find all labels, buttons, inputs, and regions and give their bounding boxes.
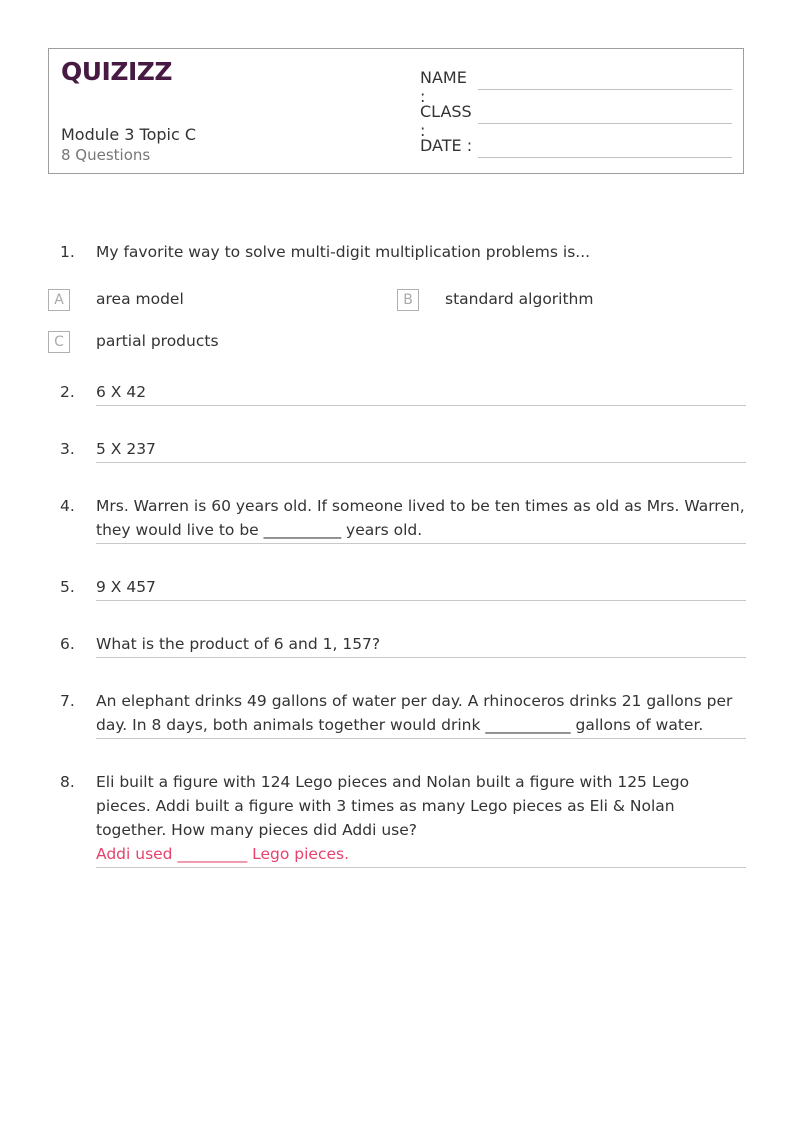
question-number: 5. xyxy=(60,578,75,596)
question-number: 4. xyxy=(60,497,75,515)
question-text[interactable]: Mrs. Warren is 60 years old. If someone lived to be ten times as old as Mrs. Warren, they would live to be __________ years old. xyxy=(96,494,746,544)
question-7 xyxy=(60,689,746,739)
name-field xyxy=(420,68,476,106)
question-4 xyxy=(60,494,746,544)
option-text: partial products xyxy=(96,332,219,350)
question-text: Eli built a figure with 124 Lego pieces and Nolan built a figure with 125 Lego pieces. Addi built a figure with 3 times as many Lego pieces as Eli & Nolan together. How many pieces did Addi use? xyxy=(96,773,690,839)
question-count: 8 Questions xyxy=(61,146,151,164)
worksheet-title: Module 3 Topic C xyxy=(61,125,197,144)
question-number: 6. xyxy=(60,635,75,653)
worksheet-header xyxy=(48,48,744,174)
question-text[interactable]: What is the product of 6 and 1, 157? xyxy=(96,632,746,658)
date-field xyxy=(420,136,476,155)
class-line[interactable] xyxy=(478,123,732,124)
question-number: 2. xyxy=(60,383,75,401)
question-2 xyxy=(60,380,746,406)
class-label: CLASS : xyxy=(420,102,472,140)
date-label: DATE : xyxy=(420,136,473,155)
question-text[interactable]: 9 X 457 xyxy=(96,575,746,601)
option-text: standard algorithm xyxy=(445,290,594,308)
date-line[interactable] xyxy=(478,157,732,158)
question-8 xyxy=(60,770,746,868)
name-line[interactable] xyxy=(478,89,732,90)
option-letter-box[interactable]: A xyxy=(48,289,70,311)
option-letter-box[interactable]: C xyxy=(48,331,70,353)
question-number: 1. xyxy=(60,243,75,261)
question-number: 3. xyxy=(60,440,75,458)
question-text-block[interactable] xyxy=(96,770,746,868)
question-6 xyxy=(60,632,746,658)
question-text: My favorite way to solve multi-digit multiplication problems is... xyxy=(96,243,591,261)
class-field xyxy=(420,102,476,140)
option-letter-box[interactable]: B xyxy=(397,289,419,311)
question-5 xyxy=(60,575,746,601)
question-1 xyxy=(60,240,746,265)
option-text: area model xyxy=(96,290,184,308)
answer-prompt: Addi used _________ Lego pieces. xyxy=(96,845,350,863)
question-3 xyxy=(60,437,746,463)
question-number: 8. xyxy=(60,773,75,791)
question-text[interactable]: 6 X 42 xyxy=(96,380,746,406)
question-text[interactable]: An elephant drinks 49 gallons of water per day. A rhinoceros drinks 21 gallons per day. In 8 days, both animals together would drink ___________ gallons of water. xyxy=(96,689,746,739)
quizizz-logo: QUIZIZZ xyxy=(61,57,173,86)
question-number: 7. xyxy=(60,692,75,710)
name-label: NAME : xyxy=(420,68,467,106)
question-text[interactable]: 5 X 237 xyxy=(96,437,746,463)
